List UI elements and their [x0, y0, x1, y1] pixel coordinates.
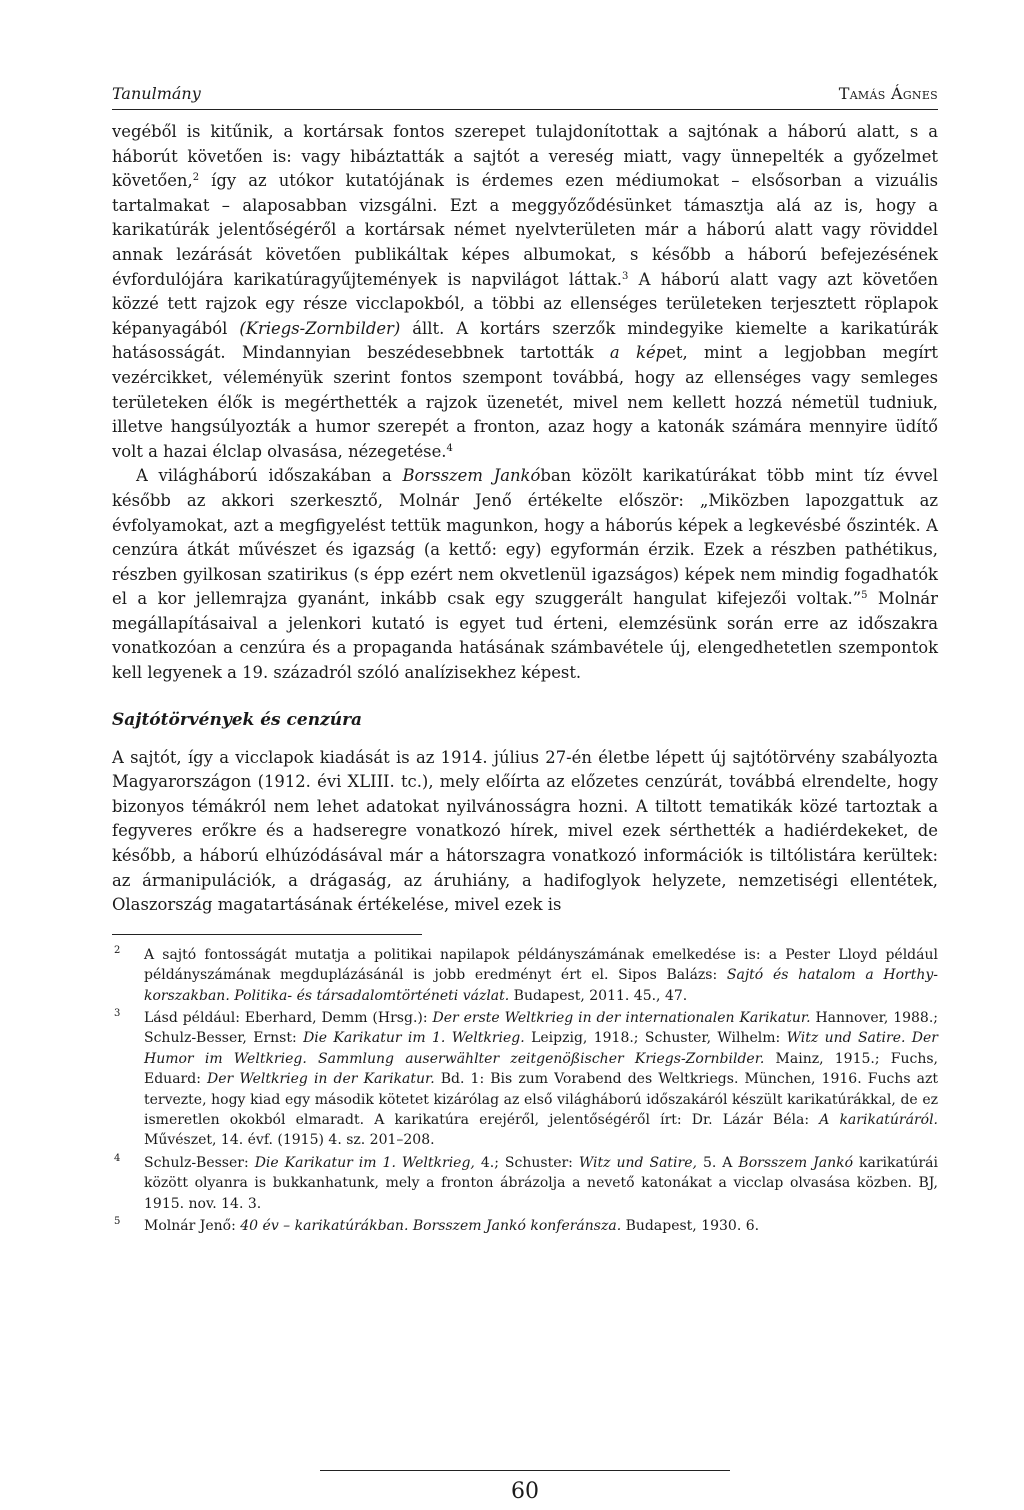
body-text [112, 120, 938, 918]
header-author: Tamás Ágnes [838, 84, 938, 103]
footnote-number: 2 [114, 944, 121, 956]
paragraph: A sajtót, így a vicclapok kiadását is az 1914. július 27-én életbe lépett új sajtótörvény szabályozta Magyarországon (1912. évi XLIII. tc.), mely előírta az előzetes cenzúrát, továbbá elrendelte, hogy bizonyos témákról nem lehet adatokat nyilvánosságra hozni. A tiltott tematikák közé tartoztak a fegyveres erőkre és a hadseregre vonatkozó hírek, mivel ezek sérthették a hadiérdekeket, de később, a háború elhúzódásával már a hátorszagra vonatkozó információk is tiltólistára kerültek: az ármanipulációk, a drágaság, az áruhiány, a hadifoglyok helyzete, nemzetiségi ellentétek, Olaszország magatartásának értékelése, mivel ezek is [112, 747, 938, 915]
footnotes [112, 945, 938, 1237]
footnote [112, 1008, 938, 1151]
running-header [112, 84, 938, 110]
footnote-text: Schulz-Besser: Die Karikatur im 1. Weltkrieg, 4.; Schuster: Witz und Satire, 5. A Borsszem Jankó karikatúrái között olyanra is bukkanhatunk, mely a fronton ábrázolja a nevető katonákat a vicclap olvasása közben. BJ, 1915. nov. 14. 3. [144, 1154, 938, 1212]
paragraph [112, 120, 938, 464]
footnote-number: 5 [114, 1216, 121, 1228]
text-run: et, mint a legjobban megírt vezércikket, véleményük szerint fontos szempont továbbá, hogy az ellenséges vagy semleges területeken élők is megérthették a rajzok üzenetét, mivel nem kellett hozzá németül tudniuk, illetve hangsúlyozták a humor szerepét a fronton, azaz hogy a katonák számára mennyire üdítő volt a hazai élclap olvasása, nézegetése. [112, 343, 938, 461]
page-number: 60 [511, 1479, 539, 1504]
paragraph [112, 464, 938, 685]
text-run: vegéből is kitűnik, a kortársak fontos szerepet tulajdonítottak a sajtónak a háború alatt, s a háborút követően is: vagy hibáztatták a sajtót a vereség miatt, vagy ünnepelték a győzelmet követően, [112, 122, 938, 191]
page-number-block [112, 1470, 938, 1504]
text-run: Molnár megállapításaival a jelenkori kutató is egyet tud érteni, elemzésünk során erre az időszakra vonatkozóan a cenzúra és a propaganda hatásának számbavétele új, elengedhetetlen szempontok kell legyenek a 19. századról szóló analízisekhez képest. [112, 589, 938, 683]
footnote-number: 3 [114, 1008, 121, 1020]
footnote-ref[interactable]: 5 [861, 590, 868, 602]
footnote-ref[interactable]: 2 [192, 172, 200, 184]
text-run: A világháború időszakában a [136, 466, 403, 486]
text-run: így az utókor kutatójának is érdemes ezen médiumokat – elsősorban a vizuális tartalmakat – alaposabban vizsgálni. Ezt a meggyőződésünket támasztja alá az is, hogy a karikatúrák jelentőségéről a kortársak német nyelvterületen már a háború alatt vagy röviddel annak lezárását követően publikáltak képes albumokat, s később a háború befejezésének évfordulójára karikatúragyűjtemények is napvilágot láttak. [112, 171, 938, 289]
text-run: A háború alatt vagy azt követően közzé tett rajzok egy része vicclapokból, a többi az ellenséges területeken terjesztett röplapok képanyagából [112, 269, 938, 338]
italic-text: a kép [609, 343, 667, 363]
footnote-text: A sajtó fontosságát mutatja a politikai napilapok példányszámának emelkedése is: a Pester Lloyd például példányszámának megduplázásánál is jobb eredményt ért el. Sipos Balázs: Sajtó és hatalom a Horthy-korszakban. Politika- és társadalomtörténeti vázlat. Budapest, 2011. 45., 47. [144, 946, 938, 1004]
page-number-rule [320, 1470, 730, 1471]
footnote-divider [112, 934, 422, 935]
footnote-ref[interactable]: 3 [622, 270, 629, 282]
footnote [112, 1153, 938, 1214]
page [112, 84, 939, 1504]
footnote-number: 4 [114, 1152, 121, 1164]
footnote-text: Lásd például: Eberhard, Demm (Hrsg.): Der erste Weltkrieg in der internationalen Karikatur. Hannover, 1988.; Schulz-Besser, Ernst: Die Karikatur im 1. Weltkrieg. Leipzig, 1918.; Schuster, Wilhelm: Witz und Satire. Der Humor im Weltkrieg. Sammlung auserwählter zeitgenößischer Kriegs-Zornbilder. Mainz, 1915.; Fuchs, Eduard: Der Weltkrieg in der Karikatur. Bd. 1: Bis zum Vorabend des Weltkriegs. München, 1916. Fuchs azt tervezte, hogy kiad egy második kötetet kizárólag az első világháború időszakáról készült karikatúrákkal, de ez ismeretlen okokból elmaradt. A karikatúra erejéről, jelentőségéről írt: Dr. Lázár Béla: A karikatúráról. Művészet, 14. évf. (1915) 4. sz. 201–208. [144, 1010, 939, 1149]
footnote-text: Molnár Jenő: 40 év – karikatúrákban. Borsszem Jankó konferánsza. Budapest, 1930. 6. [144, 1218, 760, 1235]
text-run: ban közölt karikatúrákat több mint tíz évvel később az akkori szerkesztő, Molnár Jenő értékelte először: „Miközben lapozgattuk az évfolyamokat, azt a megfigyelést tettük magunkon, hogy a háborús képek a legkevésbé őszinték. A cenzúra átkát művészet és igazság (a kettő: egy) egyformán érzik. Ezek a részben pathétikus, részben gyilkosan szatirikus (s épp ezért nem okvetlenül igazságos) képek nem mindig fogadhatók el a kor jellemrajza gyanánt, inkább csak egy szuggerált hangulat kifejezői voltak.” [112, 466, 939, 609]
italic-text: (Kriegs-Zornbilder) [239, 318, 401, 338]
footnote [112, 945, 938, 1006]
italic-text: Borsszem Jankó [402, 466, 541, 486]
footnote [112, 1216, 938, 1236]
header-section-label: Tanulmány [112, 84, 201, 103]
text-run: állt. A kortárs szerzők mindegyike kiemelte a karikatúrák hatásosságát. Mindannyian beszédesebbnek tartották [112, 318, 939, 363]
section-heading: Sajtótörvények és cenzúra [112, 709, 363, 730]
footnote-ref[interactable]: 4 [446, 442, 453, 454]
